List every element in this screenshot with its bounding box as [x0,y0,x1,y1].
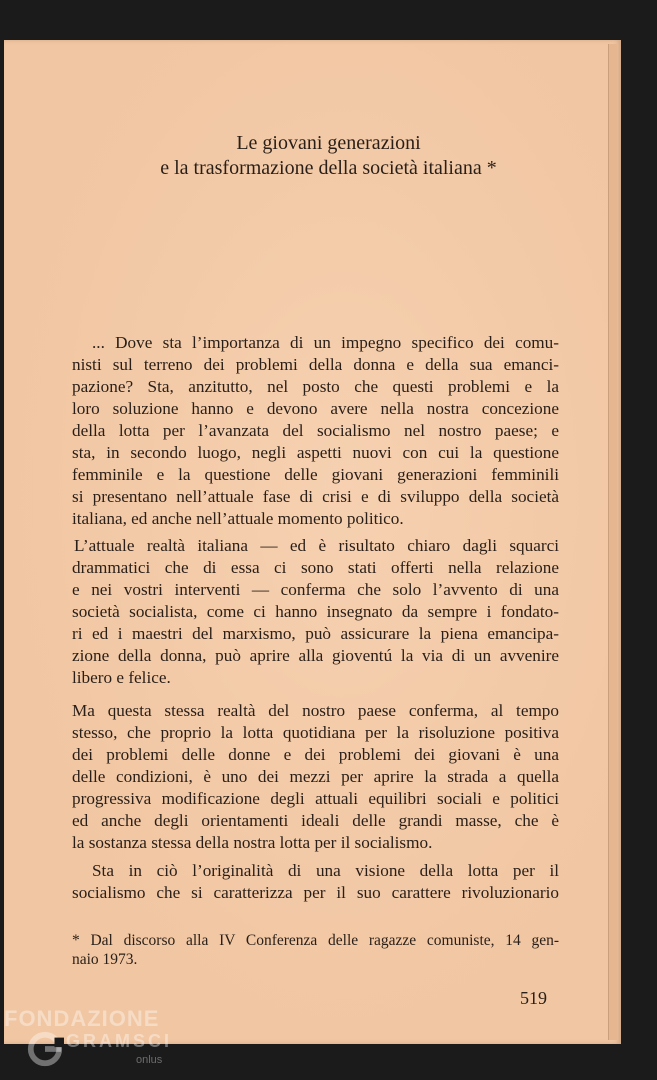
body-text-line: stesso, che proprio la lotta quotidiana per la risoluzione positiva [72,723,559,742]
page-number: 519 [520,988,547,1008]
body-text-line: socialismo che si caratterizza per il suo carattere rivoluzionario [72,883,559,902]
page-edge [608,44,617,1040]
body-text-line: dei problemi delle donne e dei problemi dei giovani è una [72,745,559,764]
body-text-line: nisti sul terreno dei problemi della donna e della sua emanci- [72,355,559,374]
body-text-line: femminile e la questione delle giovani generazioni femminili [72,465,559,484]
watermark-text: GRAMSCI [66,1031,172,1051]
body-text-line: Sta in ciò l’originalità di una visione della lotta per il [92,861,559,880]
body-text-line: si presentano nell’attuale fase di crisi e di sviluppo della società [72,487,559,506]
footnote-line: naio 1973. [72,951,138,968]
body-text-line: pazione? Sta, anzitutto, nel posto che questi problemi e la [72,377,559,396]
body-text-line: zione della donna, può aprire alla gioventú la via di un avvenire [72,646,559,665]
body-text-line: ed anche degli orientamenti ideali delle grandi masse, che è [72,811,559,830]
body-text-line: italiana, ed anche nell’attuale momento politico. [72,509,404,528]
footnote-line: * Dal discorso alla IV Conferenza delle ragazze comuniste, 14 gen- [72,932,559,949]
body-text-line: della lotta per l’avanzata del socialismo nel nostro paese; e [72,421,559,440]
watermark-text: FONDAZIONE [4,1006,160,1031]
body-text-line: ri ed i maestri del marxismo, può assicurare la piena emancipa- [72,624,559,643]
body-text-line: L’attuale realtà italiana — ed è risultato chiaro dagli squarci [74,536,559,555]
body-text-line: Ma questa stessa realtà del nostro paese conferma, al tempo [72,701,559,720]
body-text-line: delle condizioni, è uno dei mezzi per aprire la strada a quella [72,767,559,786]
body-text-line: società socialista, come ci hanno insegnato da sempre i fondato- [72,602,559,621]
body-text-line: ... Dove sta l’importanza di un impegno specifico dei comu- [92,333,559,352]
watermark-text: onlus [136,1054,163,1066]
body-text-line: la sostanza stessa della nostra lotta per il socialismo. [72,833,433,852]
body-text-line: loro soluzione hanno e devono avere nella nostra concezione [72,399,559,418]
chapter-title-line-2: e la trasformazione della società italiana * [160,157,497,179]
body-text-line: e nei vostri interventi — conferma che solo l’avvento di una [72,580,559,599]
chapter-title-line-1: Le giovani generazioni [236,132,421,154]
body-text-line: libero e felice. [72,668,171,687]
gramsci-logo-icon [26,1030,64,1068]
body-text-line: sta, in secondo luogo, negli aspetti nuovi con cui la questione [72,443,559,462]
body-text-line: drammatici che di essa ci sono stati offerti nella relazione [72,558,559,577]
body-text-line: progressiva modificazione degli attuali equilibri sociali e politici [72,789,559,808]
